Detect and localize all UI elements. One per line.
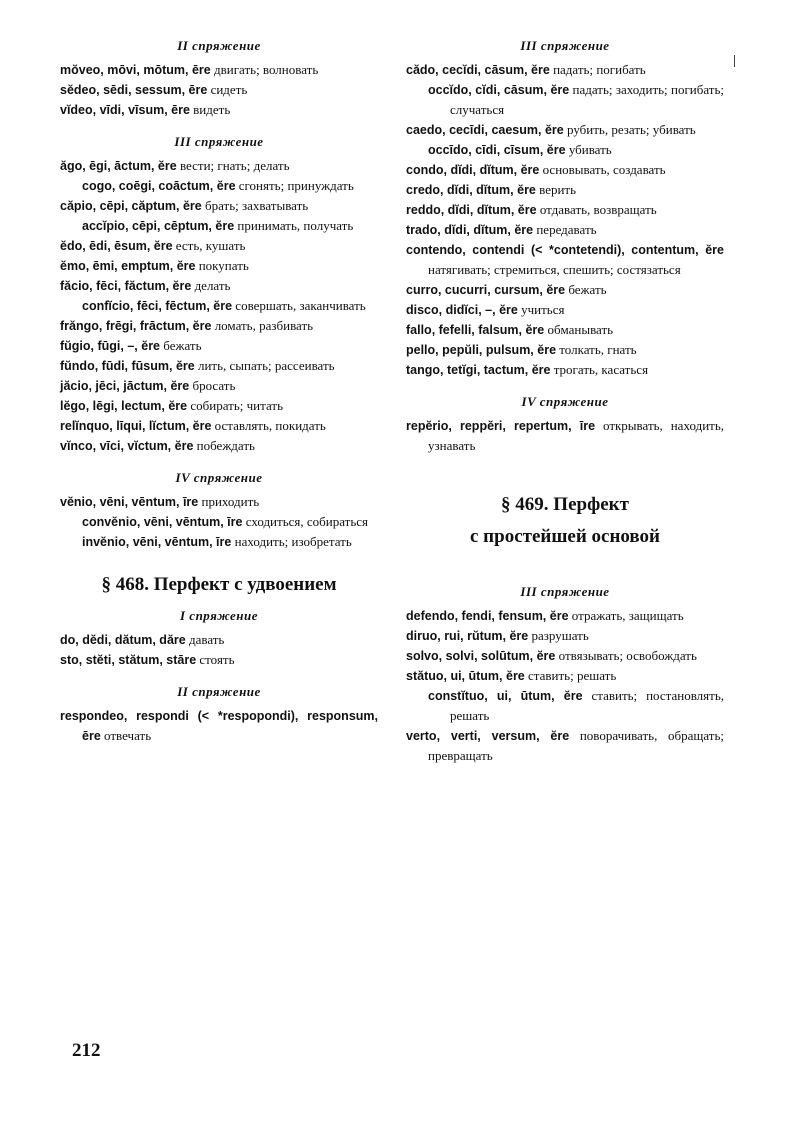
- latin-forms: fŭndo, fūdi, fūsum, ĕre: [60, 359, 195, 373]
- dictionary-entry: [60, 316, 378, 336]
- latin-forms: credo, dĭdi, dĭtum, ĕre: [406, 183, 536, 197]
- russian-gloss: верить: [539, 182, 577, 197]
- russian-gloss: оставлять, покидать: [214, 418, 326, 433]
- section-468-title: § 468. Перфект с удвоением: [101, 574, 337, 595]
- dictionary-entry: [60, 650, 378, 670]
- latin-forms: disco, didĭci, –, ĕre: [406, 303, 518, 317]
- dictionary-entry: [60, 512, 378, 532]
- latin-forms: caedo, cecīdi, caesum, ĕre: [406, 123, 564, 137]
- latin-forms: accĭpio, cēpi, cēptum, ĕre: [82, 219, 235, 233]
- latin-forms: reddo, dĭdi, dĭtum, ĕre: [406, 203, 537, 217]
- russian-gloss: передавать: [536, 222, 597, 237]
- dictionary-entry: [406, 80, 724, 120]
- latin-forms: ĕmo, ēmi, emptum, ĕre: [60, 259, 196, 273]
- latin-forms: contendo, contendi (< *contetendi), contentum, ĕre: [406, 243, 724, 257]
- latin-forms: făcio, fēci, făctum, ĕre: [60, 279, 192, 293]
- latin-forms: convĕnio, vēni, vēntum, īre: [82, 515, 243, 529]
- latin-forms: lĕgo, lēgi, lectum, ĕre: [60, 399, 188, 413]
- dictionary-entry: [406, 666, 724, 686]
- dictionary-entry: [60, 356, 378, 376]
- russian-gloss: бежать: [163, 338, 202, 353]
- russian-gloss: бросать: [192, 378, 236, 393]
- dictionary-entry: [60, 336, 378, 356]
- russian-gloss: брать; захватывать: [204, 198, 309, 213]
- russian-gloss: делать: [194, 278, 231, 293]
- russian-gloss: сходиться, собираться: [245, 514, 369, 529]
- dictionary-entry: [406, 120, 724, 140]
- dictionary-entry: [406, 360, 724, 380]
- russian-gloss: покупать: [198, 258, 249, 273]
- russian-gloss: убивать: [568, 142, 612, 157]
- dictionary-entry: [60, 492, 378, 512]
- dictionary-entry: [60, 630, 378, 650]
- latin-forms: fŭgio, fūgi, –, ĕre: [60, 339, 161, 353]
- section-469-title: § 469. Перфект: [501, 494, 629, 515]
- russian-gloss: есть, кушать: [175, 238, 246, 253]
- russian-gloss: отвечать: [104, 728, 152, 743]
- russian-gloss: учиться: [521, 302, 565, 317]
- dictionary-entry: [60, 256, 378, 276]
- dictionary-entry: [60, 60, 378, 80]
- dictionary-entry: [406, 606, 724, 626]
- page-number: 212: [72, 1040, 101, 1061]
- latin-forms: sto, stĕti, stătum, stāre: [60, 653, 197, 667]
- dictionary-entry: [60, 276, 378, 296]
- latin-forms: condo, dĭdi, dĭtum, ĕre: [406, 163, 540, 177]
- latin-forms: occīdo, cīdi, cīsum, ĕre: [428, 143, 566, 157]
- latin-forms: cădo, cecĭdi, cāsum, ĕre: [406, 63, 550, 77]
- russian-gloss: собирать; читать: [190, 398, 283, 413]
- russian-gloss: падать; заходить; погибать; случаться: [450, 82, 724, 117]
- latin-forms: constĭtuo, ui, ūtum, ĕre: [428, 689, 583, 703]
- dictionary-entry: [60, 706, 378, 746]
- conjugation-heading: III спряжение: [174, 134, 264, 149]
- russian-gloss: рубить, резать; убивать: [566, 122, 696, 137]
- dictionary-entry: [60, 236, 378, 256]
- conjugation-heading: IV спряжение: [175, 470, 263, 485]
- dictionary-entry: [406, 416, 724, 456]
- latin-forms: verto, verti, versum, ĕre: [406, 729, 570, 743]
- latin-forms: relĭnquo, līqui, lĭctum, ĕre: [60, 419, 212, 433]
- left-blocks: [60, 38, 378, 552]
- latin-forms: mŏveo, mōvi, mōtum, ēre: [60, 63, 211, 77]
- left-blocks-2: [60, 608, 378, 746]
- russian-gloss: находить; изобретать: [234, 534, 352, 549]
- russian-gloss: стоять: [199, 652, 235, 667]
- dictionary-entry: [406, 320, 724, 340]
- latin-forms: repĕrio, reppĕri, repertum, īre: [406, 419, 596, 433]
- dictionary-entry: [60, 216, 378, 236]
- dictionary-entry: [60, 296, 378, 316]
- latin-forms: ăgo, ēgi, āctum, ĕre: [60, 159, 177, 173]
- dictionary-entry: [60, 436, 378, 456]
- russian-gloss: натягивать; стремиться, спешить; состязаться: [428, 262, 681, 277]
- latin-forms: căpio, cēpi, căptum, ĕre: [60, 199, 202, 213]
- latin-forms: vĭdeo, vīdi, vīsum, ēre: [60, 103, 190, 117]
- russian-gloss: принимать, получать: [237, 218, 354, 233]
- latin-forms: pello, pepŭli, pulsum, ĕre: [406, 343, 557, 357]
- russian-gloss: отдавать, возвращать: [539, 202, 657, 217]
- latin-forms: jăcio, jēci, jāctum, ĕre: [60, 379, 190, 393]
- conjugation-heading: II спряжение: [177, 38, 261, 53]
- dictionary-entry: [60, 376, 378, 396]
- right-blocks-2: [406, 584, 724, 766]
- latin-forms: defendo, fendi, fensum, ĕre: [406, 609, 569, 623]
- latin-forms: curro, cucurri, cursum, ĕre: [406, 283, 566, 297]
- latin-forms: stătuo, ui, ūtum, ĕre: [406, 669, 525, 683]
- latin-forms: confĭcio, fēci, fēctum, ĕre: [82, 299, 233, 313]
- dictionary-entry: [60, 80, 378, 100]
- dictionary-entry: [406, 626, 724, 646]
- dictionary-entry: [60, 156, 378, 176]
- latin-forms: vĭnco, vīci, vĭctum, ĕre: [60, 439, 194, 453]
- latin-forms: solvo, solvi, solūtum, ĕre: [406, 649, 556, 663]
- russian-gloss: сидеть: [210, 82, 248, 97]
- conjugation-heading: III спряжение: [520, 38, 610, 53]
- dictionary-entry: [406, 280, 724, 300]
- latin-forms: ĕdo, ēdi, ēsum, ĕre: [60, 239, 173, 253]
- dictionary-entry: [406, 220, 724, 240]
- latin-forms: trado, dĭdi, dĭtum, ĕre: [406, 223, 534, 237]
- russian-gloss: поворачивать, обращать; превращать: [428, 728, 725, 763]
- russian-gloss: видеть: [193, 102, 231, 117]
- dictionary-entry: [406, 726, 724, 766]
- russian-gloss: бежать: [568, 282, 607, 297]
- latin-forms: do, dĕdi, dătum, dăre: [60, 633, 186, 647]
- dictionary-entry: [406, 240, 724, 280]
- russian-gloss: трогать, касаться: [553, 362, 649, 377]
- russian-gloss: толкать, гнать: [559, 342, 637, 357]
- latin-forms: invĕnio, vēni, vēntum, īre: [82, 535, 232, 549]
- russian-gloss: ставить; постановлять, решать: [450, 688, 725, 723]
- latin-forms: vĕnio, vēni, vēntum, īre: [60, 495, 199, 509]
- russian-gloss: совершать, заканчивать: [235, 298, 366, 313]
- russian-gloss: обманывать: [547, 322, 614, 337]
- dictionary-entry: [60, 416, 378, 436]
- latin-forms: respondeo, respondi (< *respopondi), responsum, ēre: [60, 709, 378, 743]
- russian-gloss: ставить; решать: [528, 668, 617, 683]
- conjugation-heading: III спряжение: [520, 584, 610, 599]
- russian-gloss: побеждать: [196, 438, 255, 453]
- dictionary-entry: [406, 140, 724, 160]
- dictionary-entry: [60, 532, 378, 552]
- margin-mark: [734, 55, 735, 67]
- dictionary-entry: [406, 300, 724, 320]
- latin-forms: cogo, coēgi, coāctum, ĕre: [82, 179, 236, 193]
- russian-gloss: двигать; волновать: [213, 62, 319, 77]
- dictionary-entry: [60, 196, 378, 216]
- russian-gloss: основывать, создавать: [542, 162, 666, 177]
- latin-forms: tango, tetĭgi, tactum, ĕre: [406, 363, 551, 377]
- dictionary-entry: [406, 200, 724, 220]
- russian-gloss: падать; погибать: [553, 62, 646, 77]
- latin-forms: frăngo, frēgi, frāctum, ĕre: [60, 319, 212, 333]
- dictionary-entry: [406, 180, 724, 200]
- dictionary-entry: [60, 176, 378, 196]
- russian-gloss: отражать, защищать: [571, 608, 684, 623]
- left-column: [60, 38, 378, 746]
- latin-forms: occĭdo, cĭdi, cāsum, ĕre: [428, 83, 570, 97]
- dictionary-entry: [60, 396, 378, 416]
- dictionary-entry: [406, 646, 724, 666]
- latin-forms: diruo, rui, rŭtum, ĕre: [406, 629, 529, 643]
- conjugation-heading: II спряжение: [177, 684, 261, 699]
- latin-forms: sĕdeo, sēdi, sessum, ēre: [60, 83, 208, 97]
- russian-gloss: вести; гнать; делать: [179, 158, 290, 173]
- dictionary-entry: [406, 686, 724, 726]
- russian-gloss: ломать, разбивать: [214, 318, 314, 333]
- dictionary-entry: [406, 160, 724, 180]
- conjugation-heading: I спряжение: [179, 608, 259, 623]
- dictionary-entry: [406, 60, 724, 80]
- dictionary-entry: [406, 340, 724, 360]
- russian-gloss: лить, сыпать; рассеивать: [197, 358, 335, 373]
- dictionary-entry: [60, 100, 378, 120]
- russian-gloss: давать: [188, 632, 225, 647]
- section-469-subtitle: с простейшей основой: [470, 526, 660, 547]
- latin-forms: fallo, fefelli, falsum, ĕre: [406, 323, 545, 337]
- right-column: [406, 38, 724, 766]
- russian-gloss: приходить: [201, 494, 260, 509]
- right-blocks: [406, 38, 724, 456]
- russian-gloss: разрушать: [531, 628, 589, 643]
- russian-gloss: открывать, находить, узнавать: [428, 418, 725, 453]
- conjugation-heading: IV спряжение: [521, 394, 609, 409]
- russian-gloss: отвязывать; освобождать: [558, 648, 697, 663]
- russian-gloss: сгонять; принуждать: [238, 178, 354, 193]
